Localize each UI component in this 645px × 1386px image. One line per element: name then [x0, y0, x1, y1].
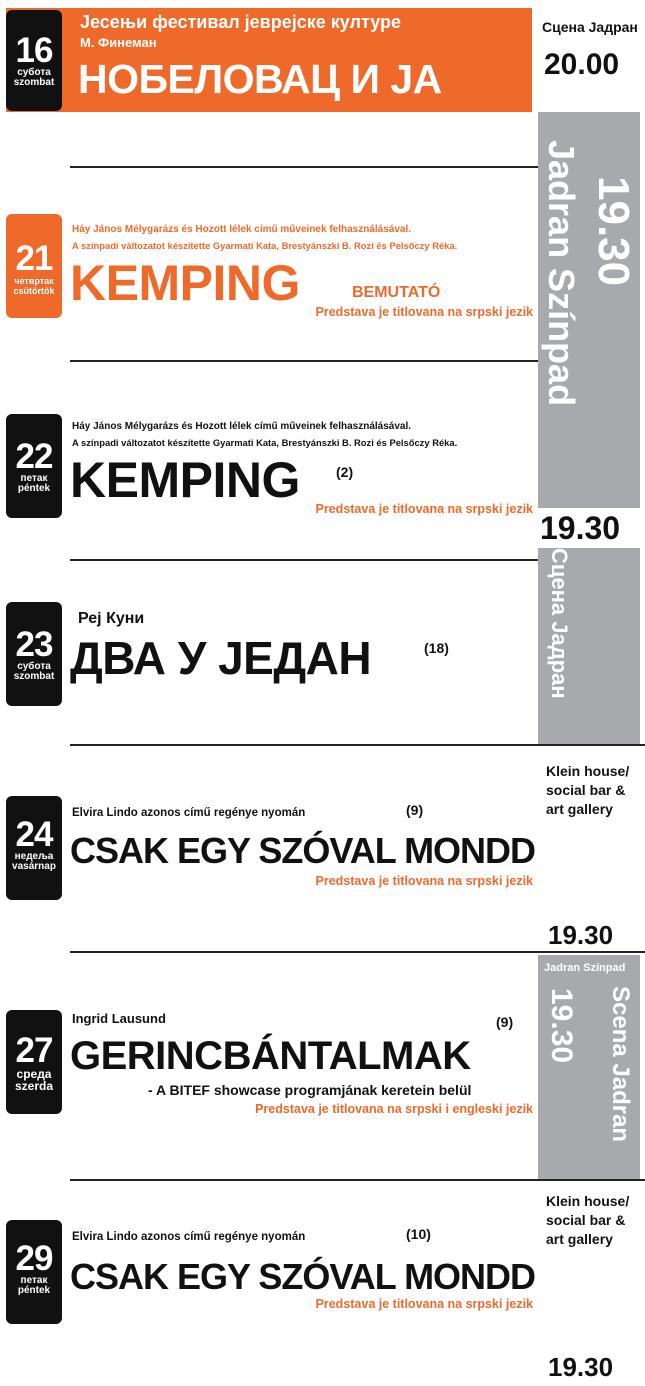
source-note: Elvira Lindo azonos című regénye nyomán	[72, 1231, 306, 1243]
separator	[70, 559, 538, 561]
event-title-23: ДВА У ЈЕДАН	[70, 632, 372, 684]
event-title-29: CSAK EGY SZÓVAL MONDD	[70, 1256, 536, 1297]
time-22: 19.30	[540, 510, 621, 546]
program-note: - A BITEF showcase programjának keretein belül	[148, 1082, 472, 1098]
subtitle-note: Predstava je titlovana na srpski jezik	[315, 874, 533, 888]
credits-line-1: Háy János Mélygarázs és Hozott lélek című műveinek felhasználásával.	[72, 421, 412, 432]
event-author: М. Финеман	[80, 35, 157, 50]
age-rating: (9)	[406, 802, 424, 818]
date-badge-27	[6, 1010, 62, 1114]
day-label: среда szerda	[14, 1067, 54, 1093]
venue-16: Сцена Јадран	[542, 19, 638, 35]
date-badge-29	[6, 1220, 62, 1324]
date-badge-21	[6, 214, 62, 318]
subtitle-note: Predstava je titlovana na srpski jezik	[315, 305, 533, 319]
time-27-vertical: 19.30	[545, 988, 578, 1064]
credits-line-1: Háy János Mélygarázs és Hozott lélek című műveinek felhasználásával.	[72, 224, 412, 235]
venue-27-top: Jadran Színpad	[544, 962, 626, 974]
separator	[70, 1179, 645, 1181]
credits-line-2: A színpadi változatot készítette Gyarmati Kata, Brestyánszki B. Rozi és Pelsőczy Réka.	[72, 240, 458, 251]
day-label: недеља vasárnap	[12, 851, 56, 872]
credits-line-2: A színpadi változatot készítette Gyarmati Kata, Brestyánszki B. Rozi és Pelsőczy Réka.	[72, 437, 458, 448]
date-badge-22	[6, 414, 62, 518]
venue-29: Klein house/ social bar & art gallery	[546, 1193, 630, 1247]
event-title-22: KEMPING	[70, 452, 300, 508]
festival-name: Јесењи фестивал јеврејске културе	[80, 12, 402, 32]
age-rating: (9)	[496, 1014, 514, 1030]
subtitle-note: Predstava je titlovana na srpski jezik	[315, 502, 533, 516]
event-title-21: KEMPING	[70, 255, 300, 311]
venue-27-vertical: Scena Jadran	[607, 986, 634, 1143]
venue-scena-jadran-vertical: Сцена Јадран	[547, 548, 572, 699]
day-label: петак péntek	[17, 473, 51, 494]
age-rating: (2)	[336, 464, 354, 480]
source-note: Elvira Lindo azonos című regénye nyomán	[72, 807, 306, 819]
day-label: четвртак csütörtök	[13, 276, 55, 296]
day-label: субота szombat	[13, 67, 55, 88]
event-author: Реј Куни	[78, 610, 145, 627]
date-number: 24	[15, 815, 53, 854]
day-label: субота szombat	[13, 661, 55, 682]
date-number: 22	[15, 437, 53, 476]
date-badge-24	[6, 796, 62, 900]
subtitle-note: Predstava je titlovana na srpski i engleski jezik	[255, 1102, 533, 1116]
date-number: 27	[15, 1031, 53, 1070]
subtitle-note: Predstava je titlovana na srpski jezik	[315, 1297, 533, 1311]
venue-jadran-szinpad-vertical: Jadran Színpad	[541, 140, 582, 407]
separator	[70, 360, 538, 362]
time-16: 20.00	[544, 48, 620, 81]
age-rating: (10)	[406, 1226, 431, 1242]
date-number: 21	[15, 239, 53, 278]
separator	[70, 744, 645, 746]
event-title-27: GERINCBÁNTALMAK	[70, 1034, 471, 1078]
date-number: 29	[15, 1239, 53, 1278]
date-number: 16	[15, 31, 53, 70]
venue-24: Klein house/ social bar & art gallery	[546, 763, 630, 817]
time-21-vertical: 19.30	[589, 176, 638, 287]
event-author: Ingrid Lausund	[72, 1011, 166, 1026]
premiere-tag: BEMUTATÓ	[352, 284, 441, 301]
date-badge-23	[6, 602, 62, 706]
separator	[70, 166, 538, 168]
time-24: 19.30	[548, 920, 614, 950]
separator	[70, 951, 645, 953]
date-badge-16	[6, 10, 62, 111]
day-label: петак péntek	[17, 1275, 51, 1296]
time-29: 19.30	[548, 1352, 614, 1382]
age-rating: (18)	[424, 640, 449, 656]
event-title-24: CSAK EGY SZÓVAL MONDD	[70, 830, 536, 871]
event-title-16: НОБЕЛОВАЦ И ЈА	[78, 56, 442, 102]
date-number: 23	[15, 625, 53, 664]
